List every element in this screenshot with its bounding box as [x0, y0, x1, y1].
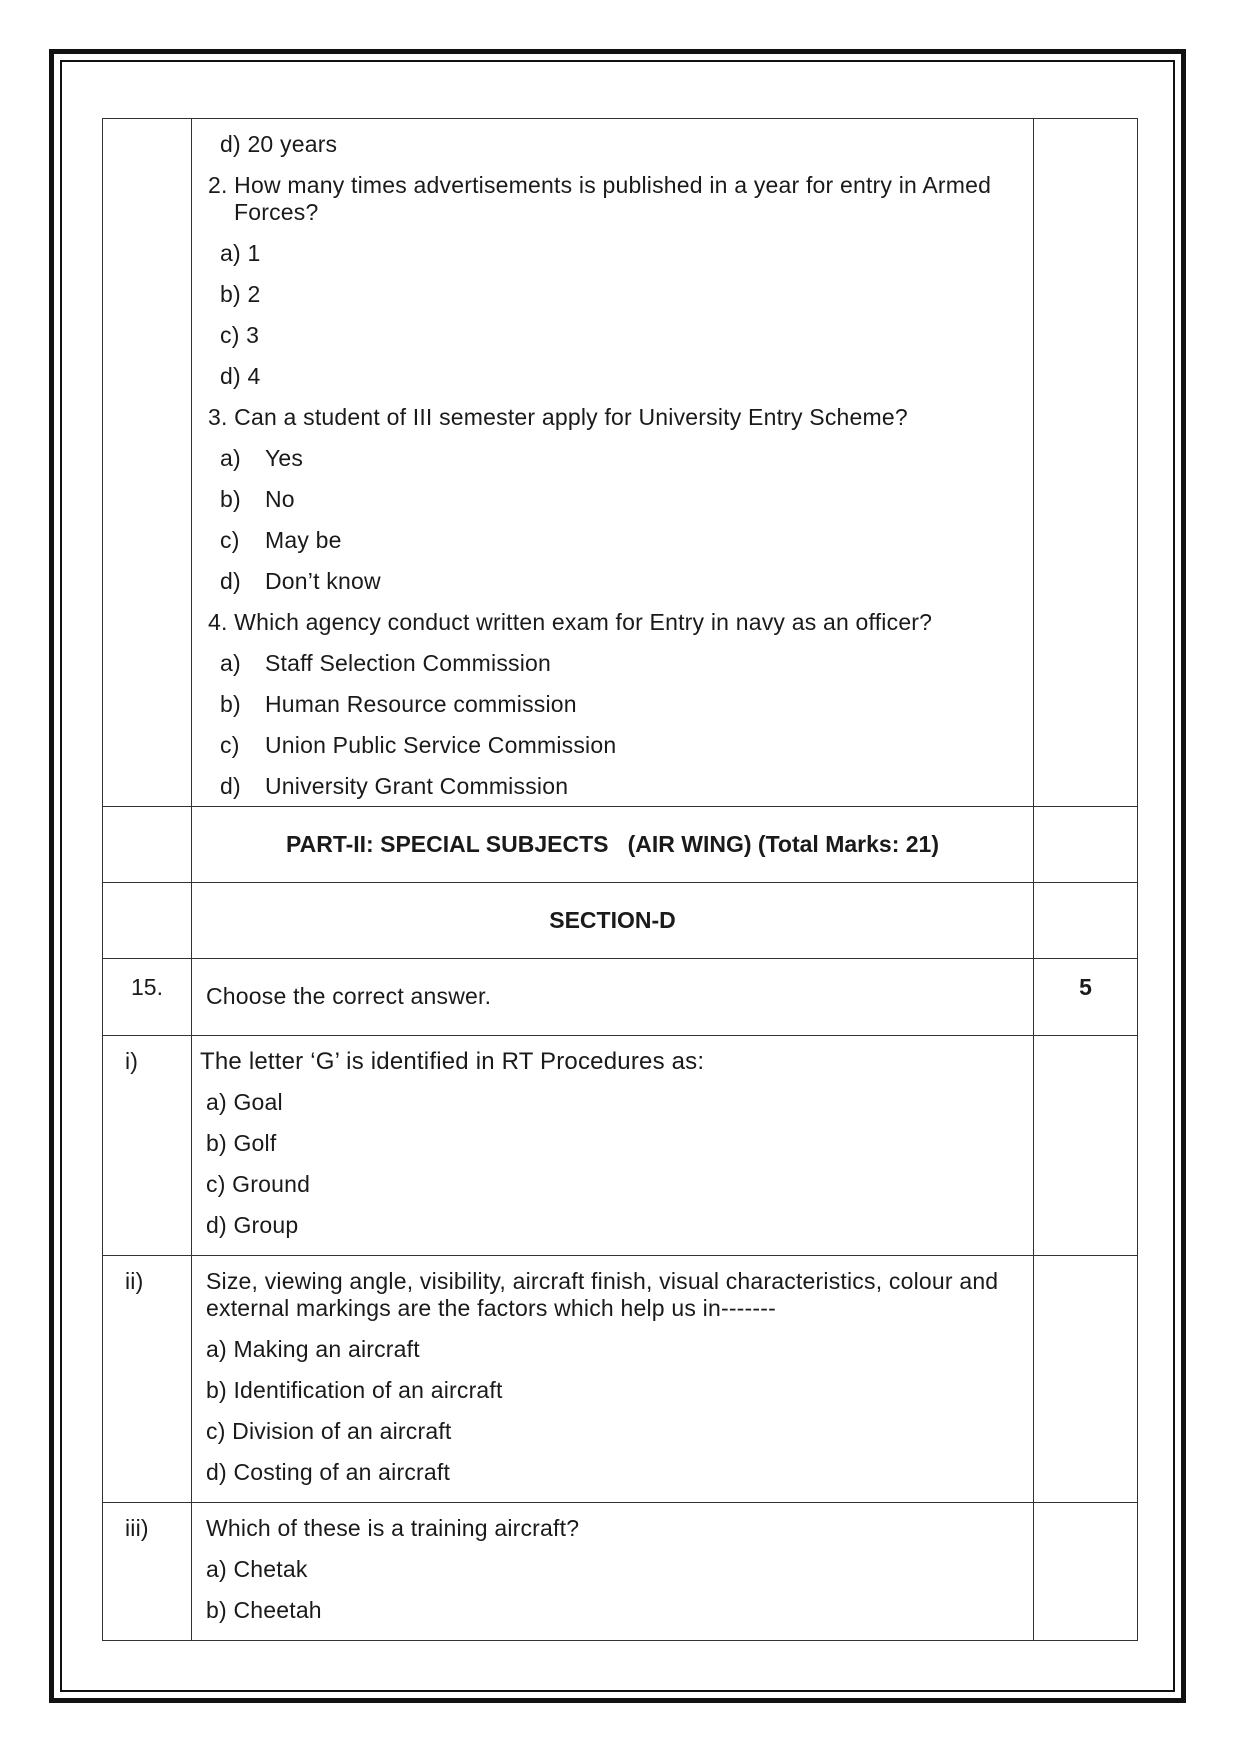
marks-cell [1034, 959, 1138, 1036]
marks-cell [1034, 119, 1138, 807]
option: c) Division of an aircraft [206, 1418, 452, 1444]
option-text: Don’t know [265, 568, 381, 594]
option-text: Human Resource commission [265, 691, 577, 717]
marks-cell [1034, 1503, 1138, 1641]
option: c) Ground [206, 1171, 311, 1197]
option: a) 1 [220, 240, 261, 266]
option-label: d) [220, 568, 241, 594]
marks-cell [1034, 1256, 1138, 1503]
question-cell [192, 1503, 1034, 1641]
question-cell [192, 959, 1034, 1036]
option-text: Yes [265, 445, 304, 471]
sub-question-text: The letter ‘G’ is identified in RT Procedures as: [200, 1048, 705, 1075]
sub-question-number: i) [125, 1048, 139, 1074]
option-text: No [265, 486, 295, 512]
option [204, 568, 1013, 595]
row-section-heading [103, 883, 1138, 959]
question-cell [192, 1036, 1034, 1256]
option [204, 732, 1013, 759]
option: a) Making an aircraft [206, 1336, 420, 1362]
option [204, 445, 1013, 472]
number-cell [103, 959, 192, 1036]
row-part-heading [103, 807, 1138, 883]
sub-question-text: Which of these is a training aircraft? [206, 1515, 580, 1541]
question-table [102, 118, 1138, 1641]
option: d) 20 years [220, 131, 338, 157]
row-sub-question-iii [103, 1503, 1138, 1641]
sub-question-number: iii) [125, 1515, 149, 1541]
option [204, 527, 1013, 554]
option-text: May be [265, 527, 342, 553]
option-text: University Grant Commission [265, 773, 569, 799]
option: d) Costing of an aircraft [206, 1459, 451, 1485]
option: b) 2 [220, 281, 261, 307]
option-label: d) [220, 773, 241, 799]
number-cell [103, 119, 192, 807]
question-4: 4. Which agency conduct written exam for Entry in navy as an officer? [208, 609, 933, 635]
question-cell [192, 119, 1034, 807]
option: c) 3 [220, 322, 260, 348]
row-sub-question-i [103, 1036, 1138, 1256]
option-text: Union Public Service Commission [265, 732, 617, 758]
number-cell [103, 883, 192, 959]
row-question-15 [103, 959, 1138, 1036]
number-cell [103, 1503, 192, 1641]
option-label: c) [220, 732, 240, 758]
option-label: c) [220, 527, 240, 553]
section-heading: SECTION-D [549, 907, 676, 933]
number-cell [103, 807, 192, 883]
marks-cell [1034, 807, 1138, 883]
section-heading-cell [192, 883, 1034, 959]
option: d) Group [206, 1212, 299, 1238]
option-label: a) [220, 445, 241, 471]
option-label: b) [220, 691, 241, 717]
option: b) Golf [206, 1130, 277, 1156]
question-cell [192, 1256, 1034, 1503]
option: a) Chetak [206, 1556, 308, 1582]
option: b) Cheetah [206, 1597, 322, 1623]
option: d) 4 [220, 363, 261, 389]
question-number: 15. [131, 974, 163, 1000]
marks-cell [1034, 1036, 1138, 1256]
option [204, 486, 1013, 513]
option-label: a) [220, 650, 241, 676]
option-label: b) [220, 486, 241, 512]
option [204, 650, 1013, 677]
sub-question-number: ii) [125, 1268, 144, 1294]
option [204, 691, 1013, 718]
number-cell [103, 1256, 192, 1503]
option-text: Staff Selection Commission [265, 650, 552, 676]
option: a) Goal [206, 1089, 283, 1115]
question-marks: 5 [1079, 974, 1092, 1000]
part-heading: PART-II: SPECIAL SUBJECTS (AIR WING) (Total Marks: 21) [285, 831, 939, 857]
option [204, 773, 1013, 800]
sub-question-text: Size, viewing angle, visibility, aircraft finish, visual characteristics, colour and external markings are the factors which help us in------- [206, 1268, 999, 1321]
question-3: 3. Can a student of III semester apply for University Entry Scheme? [208, 404, 908, 430]
row-continuation [103, 119, 1138, 807]
question-2: 2. How many times advertisements is published in a year for entry in Armed Forces? [208, 172, 992, 225]
number-cell [103, 1036, 192, 1256]
marks-cell [1034, 883, 1138, 959]
question-instruction: Choose the correct answer. [206, 983, 492, 1009]
part-heading-cell [192, 807, 1034, 883]
row-sub-question-ii [103, 1256, 1138, 1503]
option: b) Identification of an aircraft [206, 1377, 503, 1403]
